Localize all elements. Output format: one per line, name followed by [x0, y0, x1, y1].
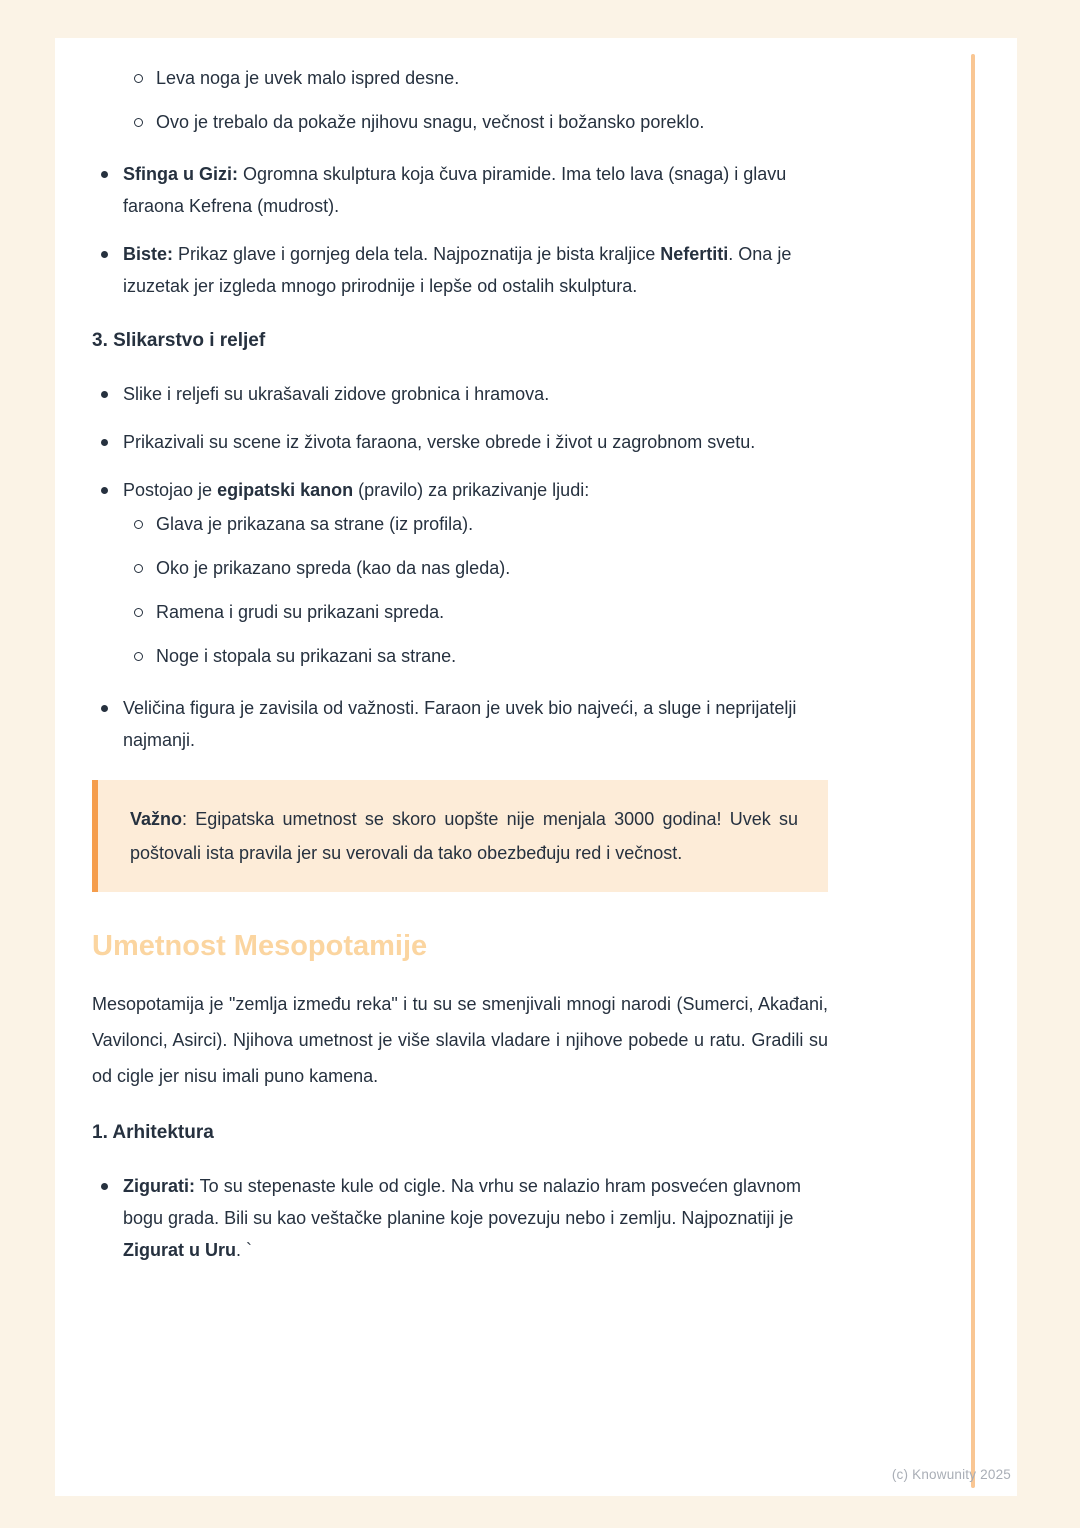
text: Leva noga je uvek malo ispred desne.	[156, 68, 460, 88]
bold-text: Sfinga u Gizi:	[123, 164, 238, 184]
document-content	[92, 50, 828, 1268]
bullet-marker-icon	[101, 391, 108, 398]
sub-bullet-marker-icon	[134, 74, 143, 83]
text: Veličina figura je zavisila od važnosti. Faraon je uvek bio najveći, a sluge i neprijatelji najmanji.	[123, 698, 797, 750]
bullet-marker-icon	[101, 1183, 108, 1190]
text: . Ona je izuzetak jer izgleda mnogo prirodnije i lepše od ostalih skulptura.	[123, 244, 792, 296]
sub-bullet-marker-icon	[134, 608, 143, 617]
bold-text: Biste:	[123, 244, 174, 264]
callout-box	[92, 780, 828, 892]
item-text	[123, 158, 828, 222]
page-accent-line	[971, 54, 975, 1488]
text: : Egipatska umetnost se skoro uopšte nije menjala 3000 godina! Uvek su poštovali ista pravila jer su verovali da tako obezbeđuju red i večnost.	[130, 809, 798, 863]
text: Ramena i grudi su prikazani spreda.	[156, 602, 445, 622]
item-text	[156, 552, 828, 584]
sub-bullet-item	[92, 640, 828, 672]
text: To su stepenaste kule od cigle. Na vrhu se nalazio hram posvećen glavnom bogu grada. Bili su kao veštačke planine koje povezuju nebo i zemlju. Najpoznatiji je	[123, 1176, 802, 1228]
bold-text: Važno	[130, 809, 183, 829]
item-text	[123, 426, 828, 458]
text: . `	[236, 1240, 252, 1260]
sub-bullet-item	[92, 106, 828, 138]
item-text	[156, 508, 828, 540]
bold-text: Nefertiti	[660, 244, 729, 264]
text: Prikazivali su scene iz života faraona, verske obrede i život u zagrobnom svetu.	[123, 432, 756, 452]
bullet-marker-icon	[101, 171, 108, 178]
item-text	[123, 378, 828, 410]
item-text	[123, 1170, 828, 1266]
bullet-item	[92, 238, 828, 302]
sub-bullet-marker-icon	[134, 520, 143, 529]
sub-bullet-marker-icon	[134, 652, 143, 661]
text: Mesopotamija je "zemlja između reka" i tu su se smenjivali mnogi narodi (Sumerci, Akađani, Vavilonci, Asirci). Njihova umetnost je više slavila vladare i njihove pobede u ratu. Gradili su od cigle jer nisu imali puno kamena.	[92, 994, 828, 1086]
bold-text: Zigurat u Uru	[123, 1240, 236, 1260]
item-text	[123, 474, 828, 506]
item-text	[156, 640, 828, 672]
bullet-item	[92, 426, 828, 458]
text: Noge i stopala su prikazani sa strane.	[156, 646, 457, 666]
sub-bullet-item	[92, 552, 828, 584]
sub-bullet-item	[92, 62, 828, 94]
bullet-item	[92, 692, 828, 756]
text: Oko je prikazano spreda (kao da nas gleda).	[156, 558, 511, 578]
bold-text: Zigurati:	[123, 1176, 195, 1196]
item-text	[156, 62, 828, 94]
text: Prikaz glave i gornjeg dela tela. Najpoznatija je bista kraljice	[173, 244, 661, 264]
section-heading	[92, 1118, 828, 1148]
sub-bullet-item	[92, 596, 828, 628]
sub-bullet-item	[92, 508, 828, 540]
document-page	[55, 38, 1017, 1496]
item-text	[123, 238, 828, 302]
bullet-marker-icon	[101, 705, 108, 712]
bullet-marker-icon	[101, 439, 108, 446]
bullet-item	[92, 1170, 828, 1266]
paragraph	[92, 986, 828, 1094]
sub-bullet-marker-icon	[134, 118, 143, 127]
text: Ogromna skulptura koja čuva piramide. Ima telo lava (snaga) i glavu faraona Kefrena (mudrost).	[123, 164, 787, 216]
sub-bullet-marker-icon	[134, 564, 143, 573]
item-text	[123, 692, 828, 756]
item-text	[156, 106, 828, 138]
section-heading	[92, 326, 828, 356]
text: Umetnost Mesopotamije	[92, 930, 428, 962]
bullet-item	[92, 378, 828, 410]
footer-copyright: (c) Knowunity 2025	[891, 1467, 1011, 1482]
item-text	[156, 596, 828, 628]
text: (pravilo) za prikazivanje ljudi:	[353, 480, 590, 500]
bold-text: egipatski kanon	[217, 480, 354, 500]
bullet-marker-icon	[101, 487, 108, 494]
text: Ovo je trebalo da pokaže njihovu snagu, večnost i božansko poreklo.	[156, 112, 705, 132]
bullet-marker-icon	[101, 251, 108, 258]
text: 1. Arhitektura	[92, 1122, 214, 1143]
page-heading	[92, 928, 828, 964]
bullet-item	[92, 158, 828, 222]
bullet-item	[92, 474, 828, 506]
text: Postojao je	[123, 480, 218, 500]
text: Glava je prikazana sa strane (iz profila).	[156, 514, 474, 534]
text: Slike i reljefi su ukrašavali zidove grobnica i hramova.	[123, 384, 550, 404]
text: 3. Slikarstvo i reljef	[92, 330, 266, 351]
